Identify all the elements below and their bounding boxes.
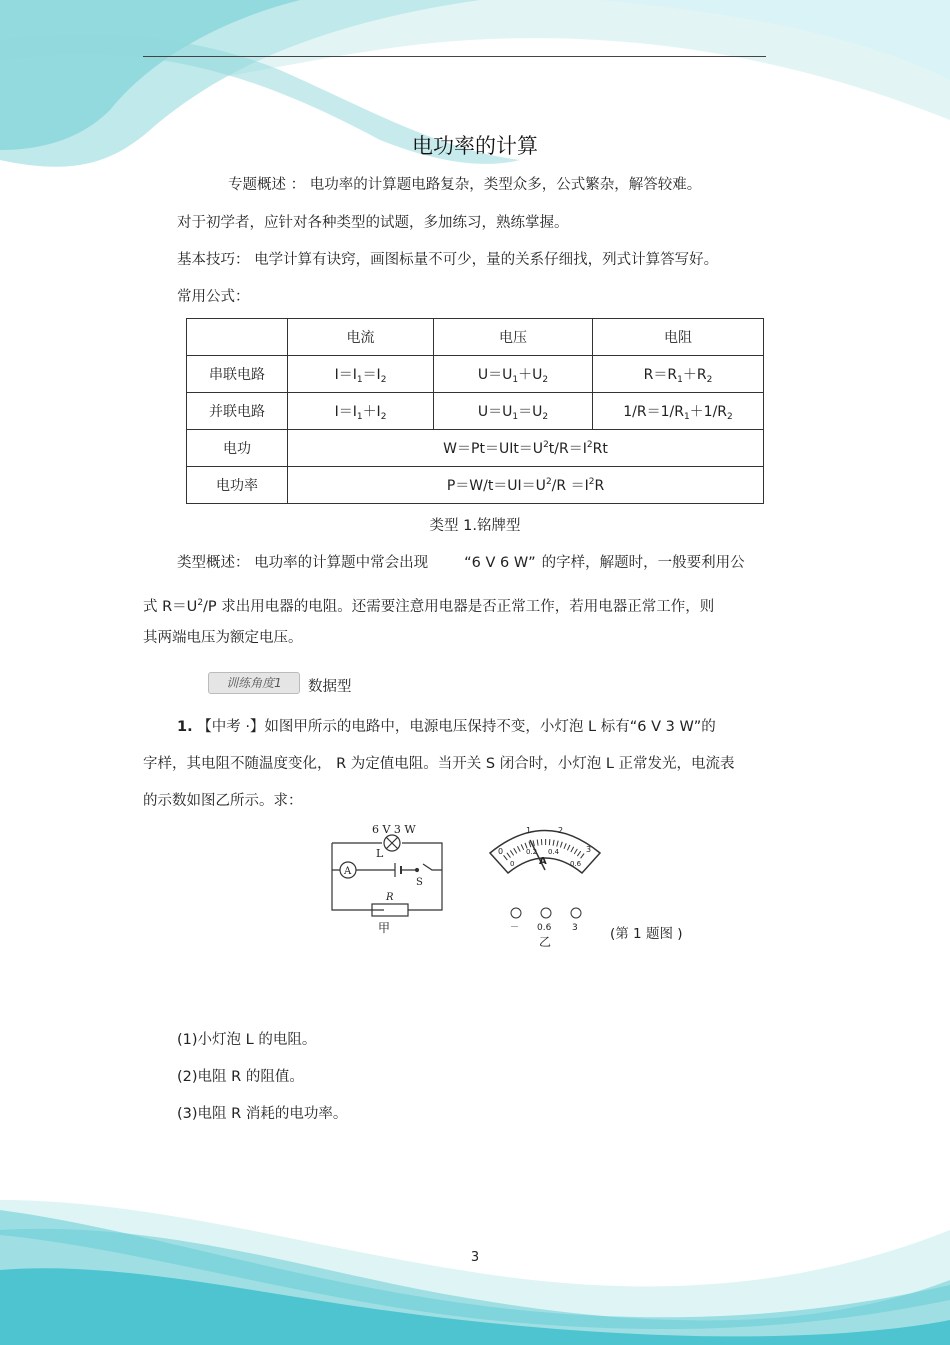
series-current-formula: $I=I_1=I_2$: [288, 356, 434, 393]
subquestion-1: (1)小灯泡 L 的电阻。: [177, 1032, 317, 1048]
page-number: 3: [470, 1250, 480, 1265]
lamp-label: L: [376, 847, 384, 860]
intro-advice: 对于初学者，应针对各种类型的试题，多加练习，熟练掌握。: [177, 215, 569, 231]
question-line2: 字样，其电阻不随温度变化， R 为定值电阻。当开关 S 闭合时，小灯泡 L 正常发光，电流表: [143, 756, 735, 772]
figure-caption: (第 1 题图 ): [610, 926, 683, 942]
intro-overview: 专题概述 ： 电功率的计算题电路复杂，类型众多，公式繁杂，解答较难。: [228, 177, 702, 193]
training-label: 数据型: [308, 679, 352, 695]
scale-bottom-0-6: 0.6: [570, 860, 582, 868]
series-resistance-formula: $R=R_1+R_2$: [593, 356, 764, 393]
question-line1: [177, 717, 716, 737]
terminal-0-6: [541, 908, 551, 918]
type-desc-line2: [143, 593, 714, 617]
switch-label: S: [416, 877, 423, 888]
intro-formulas-label: 常用公式：: [177, 289, 250, 305]
subquestion-2: (2)电阻 R 的阻值。: [177, 1069, 304, 1085]
parallel-voltage-formula: $U=U_1=U_2$: [434, 393, 593, 430]
work-formula: $W=Pt=UIt=U^2t/R=I^2Rt$: [288, 430, 764, 467]
row-label-power: 电功率: [187, 467, 288, 504]
table-row: [187, 393, 764, 430]
power-formula: $P=W/t=UI=U^2/R =I^2R$: [288, 467, 764, 504]
table-header-resistance: 电阻: [593, 319, 764, 356]
type-desc-line2-suffix: /P 求出用电器的电阻。还需要注意用电器是否正常工作，若用电器正常工作，则: [203, 599, 715, 615]
terminal-label-3: 3: [572, 923, 578, 933]
scale-bottom-0: 0: [510, 860, 515, 868]
scale-top-3: 3: [586, 845, 592, 854]
question-line3: 的示数如图乙所示。求：: [143, 793, 303, 809]
type-desc-line1-prefix: 类型概述： 电功率的计算题中常会出现: [177, 555, 429, 571]
table-corner-cell: [187, 319, 288, 356]
table-row: [187, 467, 764, 504]
subquestion-3: (3)电阻 R 消耗的电功率。: [177, 1106, 348, 1122]
row-label-series: 串联电路: [187, 356, 288, 393]
parallel-current-formula: $I=I_1+I_2$: [288, 393, 434, 430]
table-header-row: [187, 319, 764, 356]
scale-top-0: 0: [498, 847, 504, 856]
meter-caption: 乙: [539, 935, 552, 948]
intro-skills: 基本技巧： 电学计算有诀窍，画图标量不可少，量的关系仔细找，列式计算答写好。: [177, 252, 719, 268]
training-angle-stamp: 训练角度1: [208, 672, 300, 694]
scale-bottom-0-4: 0.4: [548, 848, 560, 856]
page-title: 电功率的计算: [412, 134, 538, 158]
resistor-label: R: [386, 892, 394, 903]
parallel-resistance-formula: $1/R=1/R_1+1/R_2$: [593, 393, 764, 430]
type-desc-line1-suffix: 的字样，解题时，一般要利用公: [541, 555, 745, 571]
type-desc-line2-prefix: 式 R＝U: [143, 599, 198, 615]
ammeter-dial: [490, 831, 600, 919]
type-heading: 类型 1.铭牌型: [429, 518, 521, 534]
terminal-label-negative: －: [510, 923, 520, 933]
scale-bottom-0-2: 0.2: [526, 848, 538, 856]
meter-unit-label: A: [539, 856, 547, 867]
question-line1-text: 【中考 ·】如图甲所示的电路中，电源电压保持不变，小灯泡 L 标有“6 V 3 W”的: [197, 719, 716, 735]
type-desc-line3: 其两端电压为额定电压。: [143, 630, 303, 646]
question-number: 1.: [177, 719, 193, 735]
scale-top-2: 2: [558, 826, 564, 835]
ammeter-label: A: [344, 866, 352, 877]
table-header-voltage: 电压: [434, 319, 593, 356]
row-label-parallel: 并联电路: [187, 393, 288, 430]
terminal-negative: [511, 908, 521, 918]
type-desc-line1: [177, 553, 745, 573]
terminal-label-0-6: 0.6: [537, 923, 552, 933]
table-header-current: 电流: [288, 319, 434, 356]
circuit-caption: 甲: [378, 921, 391, 935]
series-voltage-formula: $U=U_1+U_2$: [434, 356, 593, 393]
scale-top-1: 1: [526, 826, 532, 835]
type-desc-rating-quote: “6 V 6 W”: [464, 555, 536, 571]
terminal-3: [571, 908, 581, 918]
header-rule: [143, 56, 766, 57]
squared-superscript: 2: [197, 598, 204, 608]
formula-table: [186, 318, 764, 504]
table-row: [187, 430, 764, 467]
row-label-work: 电功: [187, 430, 288, 467]
table-row: [187, 356, 764, 393]
lamp-rating-label: 6 V 3 W: [372, 823, 416, 836]
